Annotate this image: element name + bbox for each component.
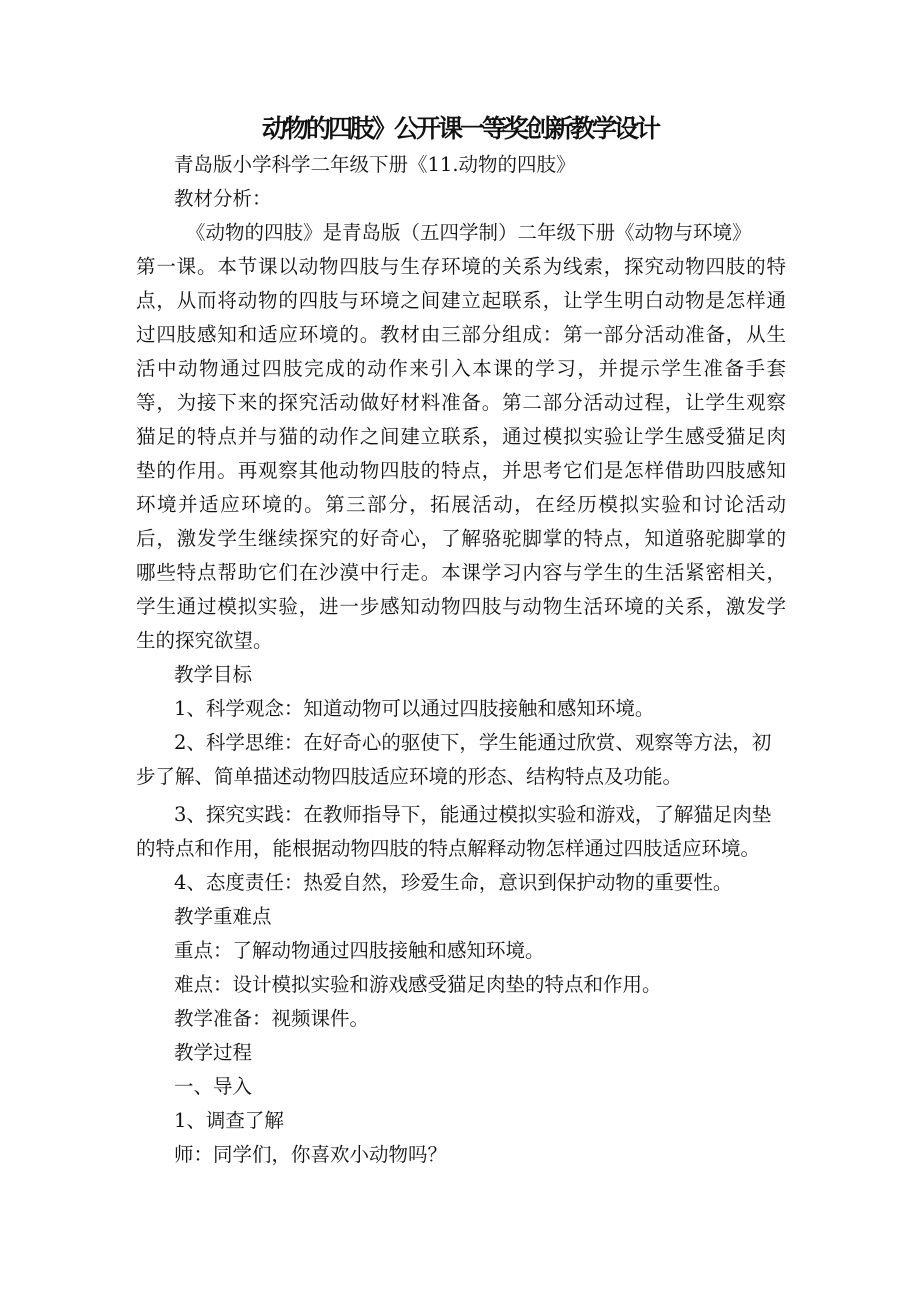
- difficult-point: 难点：设计模拟实验和游戏感受猫足肉垫的特点和作用。: [174, 973, 662, 996]
- subtitle-line: 青岛版小学科学二年级下册《11.动物的四肢》: [174, 153, 576, 176]
- paragraph-line: 第一课。本节课以动物四肢与生存环境的关系为线索，探究动物四肢的特: [136, 255, 786, 278]
- paragraph-line: 后，激发学生继续探究的好奇心，了解骆驼脚掌的特点，知道骆驼脚掌的: [136, 527, 786, 550]
- goal-item: 4、态度责任：热爱自然，珍爱生命，意识到保护动物的重要性。: [174, 871, 733, 894]
- key-point: 重点：了解动物通过四肢接触和感知环境。: [174, 939, 545, 962]
- paragraph-line: 哪些特点帮助它们在沙漠中行走。本课学习内容与学生的生活紧密相关，: [136, 561, 786, 584]
- paragraph-line: 点，从而将动物的四肢与环境之间建立起联系，让学生明白动物是怎样通: [136, 289, 786, 312]
- paragraph-line: 猫足的特点并与猫的动作之间建立联系，通过模拟实验让学生感受猫足肉: [136, 425, 786, 448]
- goal-item-continued: 步了解、简单描述动物四肢适应环境的形态、结构特点及功能。: [136, 765, 683, 788]
- goal-item: 1、科学观念：知道动物可以通过四肢接触和感知环境。: [174, 697, 655, 720]
- section-heading: 教学过程: [174, 1041, 253, 1064]
- preparation-line: 教学准备：视频课件。: [174, 1007, 370, 1030]
- paragraph-line: 垫的作用。再观察其他动物四肢的特点，并思考它们是怎样借助四肢感知: [136, 459, 786, 482]
- section-heading: 教学目标: [174, 663, 253, 686]
- paragraph-line: 学生通过模拟实验，进一步感知动物四肢与动物生活环境的关系，激发学: [136, 595, 786, 618]
- paragraph-line: 《动物的四肢》是青岛版（五四学制）二年级下册《动物与环境》: [186, 221, 752, 244]
- goal-item: 2、科学思维：在好奇心的驱使下，学生能通过欣赏、观察等方法，初: [174, 731, 772, 754]
- paragraph-line: 环境并适应环境的。第三部分，拓展活动，在经历模拟实验和讨论活动: [136, 493, 786, 516]
- section-heading: 教材分析：: [174, 187, 272, 210]
- goal-item-continued: 的特点和作用，能根据动物四肢的特点解释动物怎样通过四肢适应环境。: [136, 837, 761, 860]
- paragraph-line: 生的探究欲望。: [136, 629, 273, 652]
- section-heading: 教学重难点: [174, 905, 272, 928]
- subsection-heading: 一、导入: [174, 1075, 253, 1098]
- document-title: 动物的四肢》公开课一等奖创新教学设计: [261, 114, 658, 143]
- step-heading: 1、调查了解: [174, 1109, 284, 1132]
- paragraph-line: 过四肢感知和适应环境的。教材由三部分组成：第一部分活动准备，从生: [136, 323, 786, 346]
- paragraph-line: 活中动物通过四肢完成的动作来引入本课的学习，并提示学生准备手套: [136, 357, 786, 380]
- goal-item: 3、探究实践：在教师指导下，能通过模拟实验和游戏，了解猫足肉垫: [174, 803, 772, 826]
- dialogue-line: 师：同学们，你喜欢小动物吗？: [174, 1143, 448, 1166]
- paragraph-line: 等，为接下来的探究活动做好材料准备。第二部分活动过程，让学生观察: [136, 391, 786, 414]
